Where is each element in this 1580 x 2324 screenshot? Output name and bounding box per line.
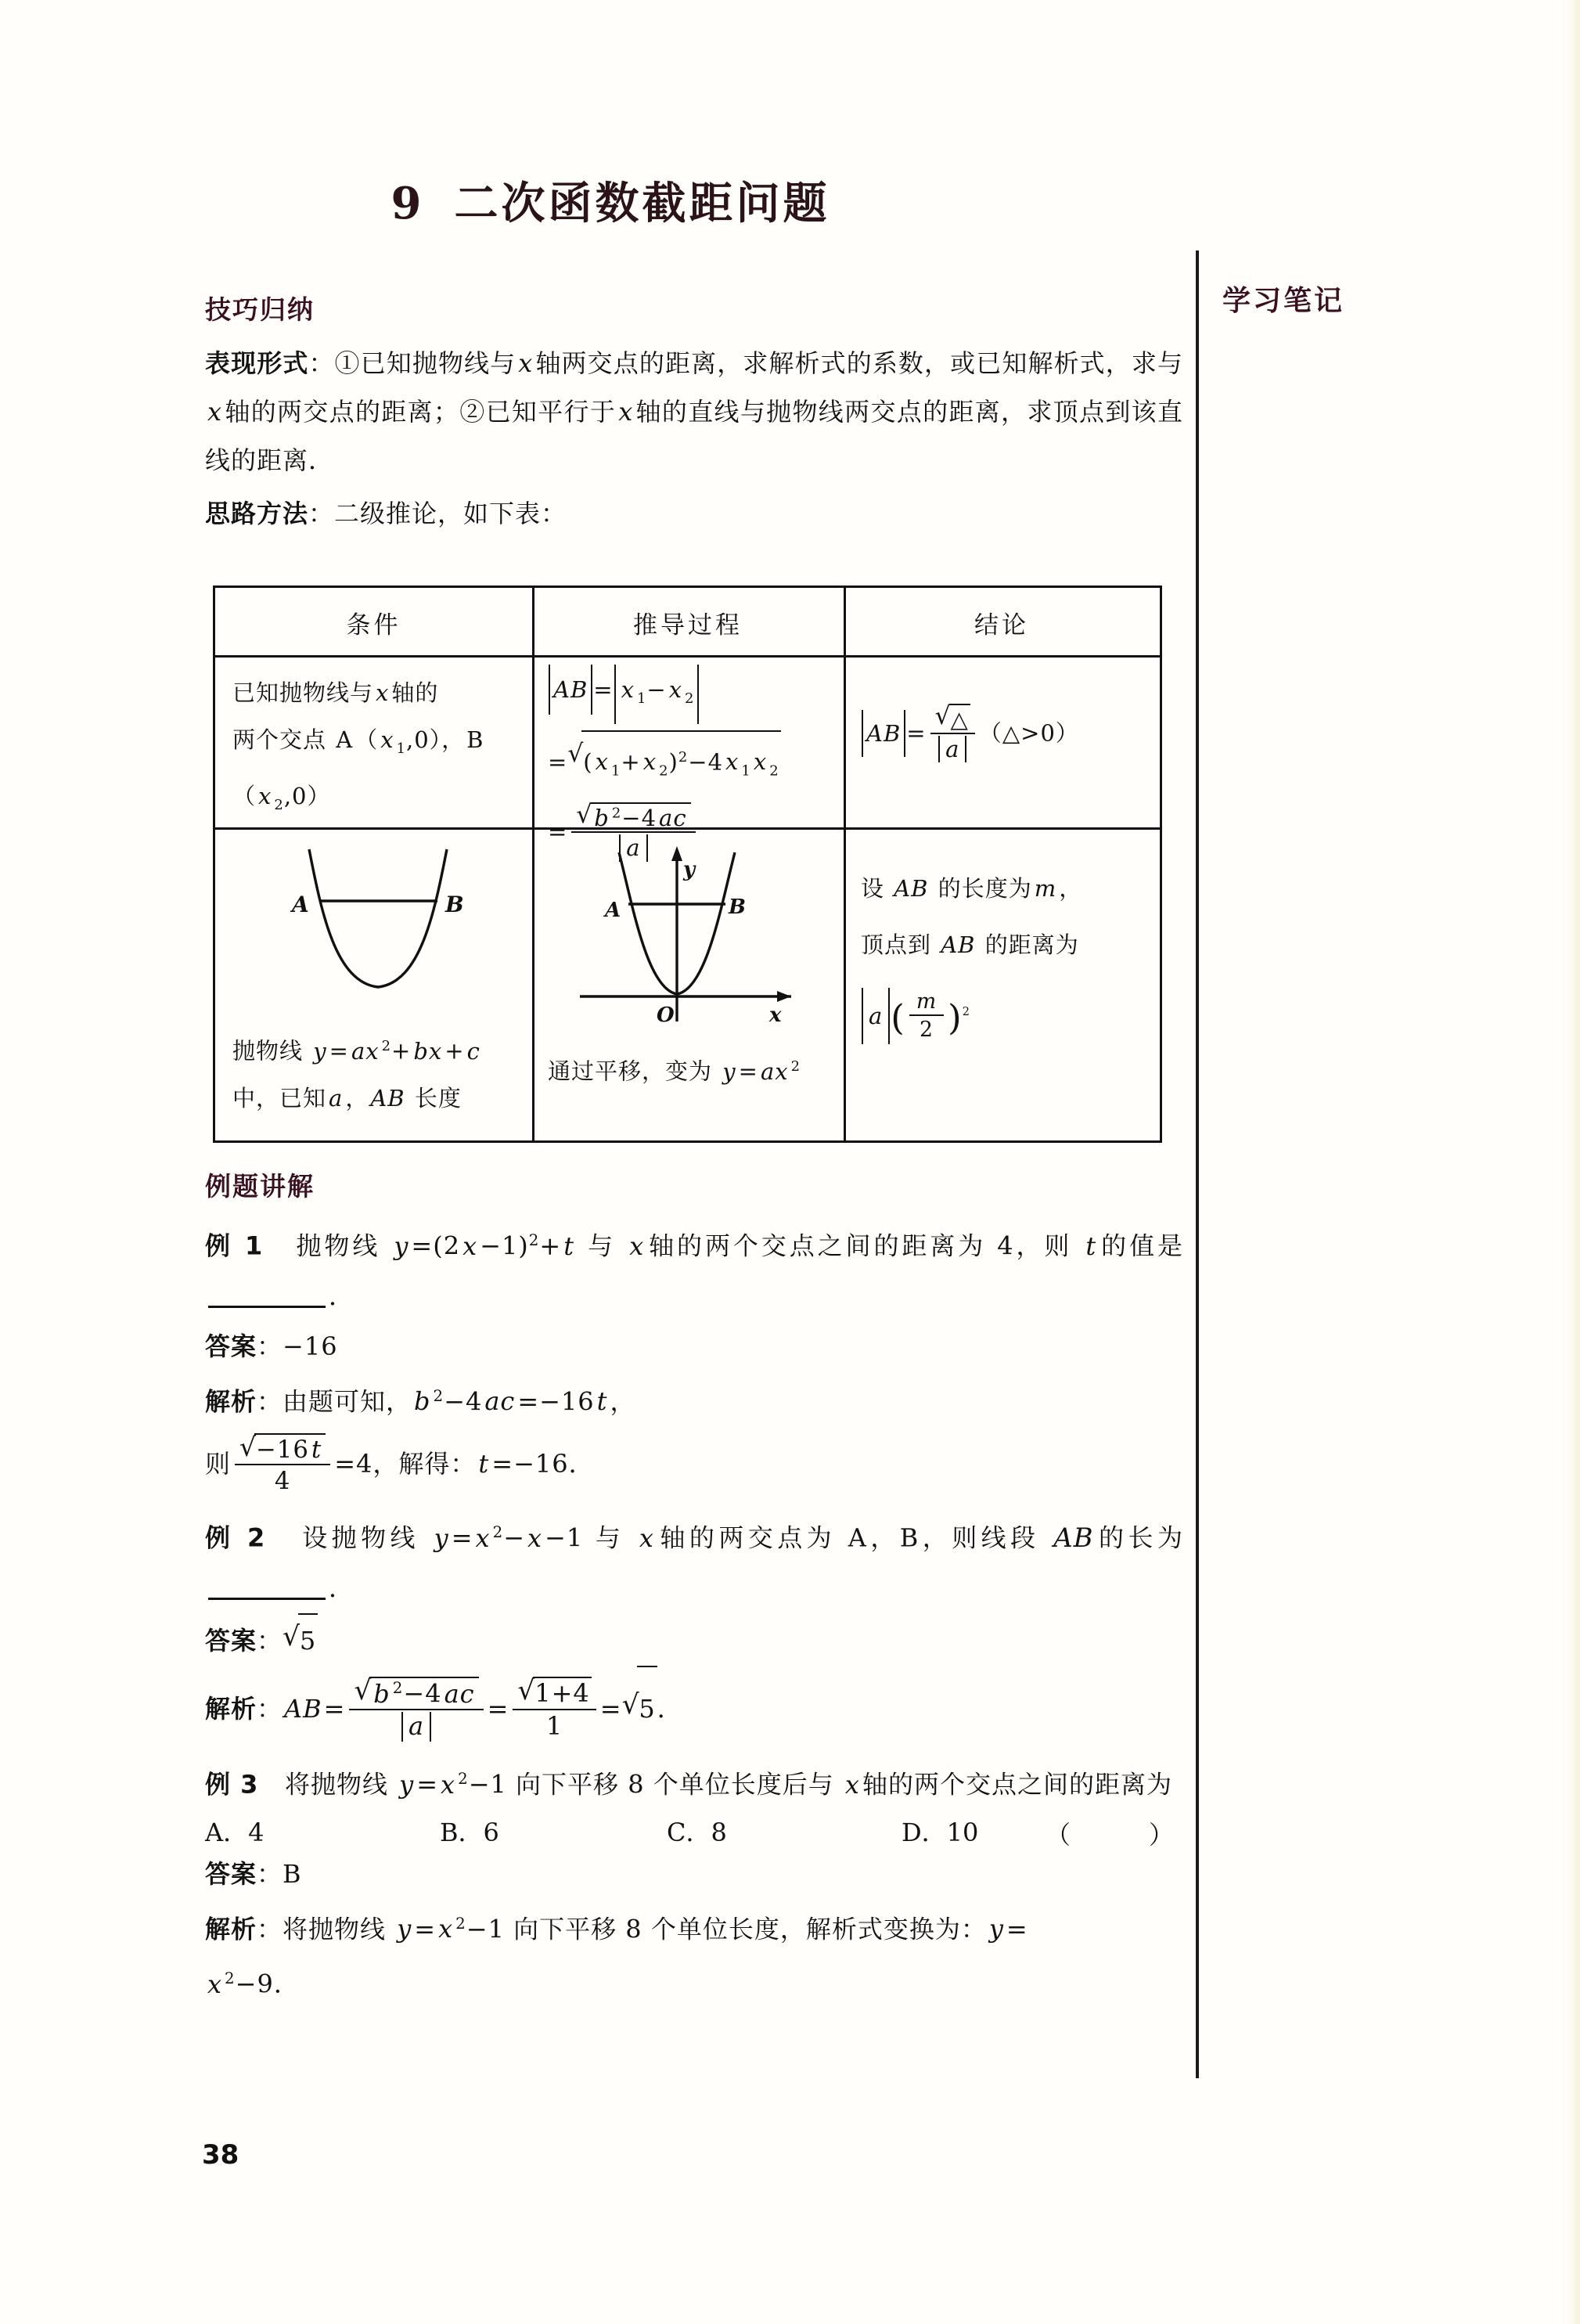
example-3-choice-d[interactable]: D．10: [902, 1817, 979, 1847]
expression-form-text-2: 轴两交点的距离，求解析式的系数，或已知解析式，求与: [535, 348, 1183, 378]
example-2-answer-label: 答案: [205, 1625, 257, 1656]
example-1-q-t: t: [1085, 1230, 1097, 1261]
example-1-answer: [205, 1321, 1183, 1371]
example-3-answer: [205, 1849, 1183, 1899]
page-title: [0, 169, 1221, 232]
example-2-answer: 答案： √ 5: [205, 1613, 1183, 1666]
fig1-caption-a: 抛物线: [232, 1037, 304, 1065]
example-1-question: 例 1 抛物线 $y=(2x-1)^2+t$ 与 x轴的两个交点之间的距离为 4，则 t的值是．: [205, 1230, 1183, 1311]
parabola-figure-with-axes: [560, 835, 818, 1040]
example-3-answer-label: 答案: [205, 1858, 257, 1889]
svg-text:B: B: [445, 892, 464, 917]
svg-text:x: x: [769, 1003, 782, 1027]
table-header-conclusion: 结论: [974, 611, 1029, 640]
table-col-divider-1: [532, 588, 534, 1140]
table-cell-figure1-caption: 抛物线 y = ax $^2$+ bx + c 中，已知 a ，AB 长度: [232, 1037, 480, 1112]
expression-form-var-x-2: x: [207, 397, 223, 427]
skills-heading: 技巧归纳: [205, 294, 315, 325]
example-3-choice-bracket[interactable]: （ ）: [1045, 1819, 1183, 1850]
example-3-q-b: 向下平移 8 个单位长度后与: [516, 1769, 834, 1800]
example-3-analysis-b: 向下平移 8 个单位长度，解析式变换为：: [513, 1914, 987, 1944]
example-1-answer-label: 答案: [205, 1331, 257, 1361]
example-1-analysis-2: 则 √ $\frac{-16t}{4}$ =4，解得：t=−16．: [205, 1426, 1183, 1501]
table-cell-figure2-caption: 通过平移，变为 y = ax $^2$: [548, 1058, 801, 1085]
expression-form-var-x-1: x: [518, 348, 534, 378]
example-1-analysis-label: 解析: [205, 1386, 257, 1417]
page-title-text: 二次函数截距问题: [454, 178, 830, 229]
example-3-choice-c[interactable]: C．8: [667, 1817, 727, 1847]
table-col-divider-2: [844, 588, 846, 1140]
example-2-q-d: 的长为: [1095, 1522, 1183, 1553]
page-number: 38: [202, 2139, 239, 2171]
method-paragraph: [205, 489, 1183, 538]
example-3-choices: [205, 1813, 1046, 1849]
svg-text:y: y: [683, 858, 696, 881]
fig2-caption: 通过平移，变为: [548, 1058, 713, 1085]
example-3-choice-b[interactable]: B．6: [440, 1817, 499, 1847]
expression-form-text-3: 轴的两交点的距离；②已知平行于: [225, 397, 617, 427]
derivation-table: [213, 586, 1162, 1143]
example-1-q-b: 与: [588, 1230, 617, 1261]
example-1-label: 例 1: [205, 1230, 264, 1261]
fig1-caption-b: 中，已知: [232, 1084, 327, 1112]
table-cell-condition-1: 已知抛物线与 x 轴的 两个交点 A（ x $_1$,0），B （ x $_2$,0）: [232, 679, 484, 813]
table-header-condition: 条件: [346, 611, 401, 640]
example-1-q-c: 轴的两个交点之间的距离为 4，则: [646, 1230, 1073, 1261]
example-3-q-c: 轴的两个交点之间的距离为: [862, 1769, 1172, 1800]
example-2-q-c: 轴的两交点为 A，B，则线段: [656, 1522, 1040, 1553]
svg-text:A: A: [605, 899, 621, 922]
example-2-answer-blank[interactable]: [208, 1571, 326, 1600]
parabola-figure-no-axes: [261, 843, 495, 1023]
expression-form-label: 表现形式: [205, 348, 309, 378]
example-3-analysis-a: ：将抛物线: [257, 1914, 387, 1944]
example-3-answer-value: ：B: [257, 1858, 302, 1889]
svg-text:A: A: [292, 892, 309, 917]
example-1-answer-value: ：−16: [257, 1331, 338, 1361]
example-1-q-d: 的值是: [1099, 1230, 1183, 1261]
study-notes-heading: 学习笔记: [1222, 285, 1345, 317]
example-2-question: 例 2 设抛物线 y=x $^2$−x−1 与 x轴的两交点为 A，B，则线段 AB的长为．: [205, 1522, 1183, 1603]
page-edge-shading: [1560, 0, 1580, 2324]
example-3-analysis: 解析：将抛物线 y=x $^2$−1 向下平移 8 个单位长度，解析式变换为：y= x $^2$−9．: [205, 1914, 1028, 1999]
table-cell-conclusion-1: AB = √ $\frac{\triangle}{a}$ （△>0）: [861, 705, 1152, 764]
example-2-q-b: 与: [595, 1522, 625, 1553]
example-3-q-a: 将抛物线: [284, 1769, 388, 1800]
table-cell-derivation-1: AB = x $_1$− x $_2$ = √ ( x $_1$+ x $_2$)$^2$−4 x $_1$ x $_2$ = √ $\frac{b ^2-4 ac}{a}$: [548, 665, 839, 863]
example-1-answer-blank[interactable]: [208, 1279, 326, 1308]
example-2-q-ab: AB: [1053, 1522, 1094, 1553]
example-1-q-a: 抛物线: [296, 1230, 381, 1261]
example-1-analysis-1: 解析：由题可知，b $^2$−4ac=−16t，: [205, 1386, 636, 1417]
example-2-analysis: 解析：AB= √ $\frac{b ^2-4ac}{a}$ = √ $\frac{1+4}{1}$ = √ 5．: [205, 1666, 1183, 1749]
example-1-analysis-pre: 则: [205, 1449, 232, 1479]
example-3-analysis-label: 解析: [205, 1914, 257, 1944]
example-3-label: 例 3: [205, 1769, 259, 1800]
example-2-q-x: x: [639, 1522, 654, 1553]
method-label: 思路方法: [205, 499, 309, 528]
example-2-q-e: ．: [329, 1573, 355, 1603]
examples-section: [205, 1166, 1183, 2009]
expression-form-paragraph: [205, 339, 1183, 485]
example-1-q-x: x: [629, 1230, 645, 1261]
expression-form-text-1: ：①已知抛物线与: [308, 348, 516, 378]
expression-form-var-x-3: x: [618, 397, 634, 427]
example-3-choice-a[interactable]: A．4: [205, 1817, 265, 1847]
expression-form-text-4: 轴的直线与抛物线两交点的距离，求顶点到该直线的距离．: [205, 397, 1183, 475]
example-2-q-a: 设抛物线: [302, 1522, 419, 1553]
table-header-derivation: 推导过程: [633, 611, 743, 640]
example-2-label: 例 2: [205, 1522, 266, 1553]
examples-heading: 例题讲解: [205, 1171, 315, 1202]
svg-text:B: B: [729, 895, 746, 919]
table-cell-conclusion-2: 设 AB 的长度为 m ， 顶点到 AB 的距离为 a ( $\frac{m}{2}$ )$^2$: [861, 860, 1152, 1047]
method-text: ：二级推论，如下表：: [308, 499, 567, 528]
page-title-number: 9: [391, 178, 425, 229]
study-notes-divider: [1196, 250, 1199, 2078]
svg-text:O: O: [657, 1003, 675, 1027]
example-3-q-x: x: [844, 1769, 860, 1800]
skills-section: [205, 290, 1183, 542]
example-2-analysis-label: 解析: [205, 1693, 257, 1724]
example-1-q-e: ．: [329, 1281, 355, 1311]
fig1-caption-c: 长度: [414, 1084, 462, 1112]
example-3-question: 例 3 将抛物线 y=x $^2$−1 向下平移 8 个单位长度后与 x轴的两个交点之间的距离为 （ ）: [205, 1754, 1183, 1810]
